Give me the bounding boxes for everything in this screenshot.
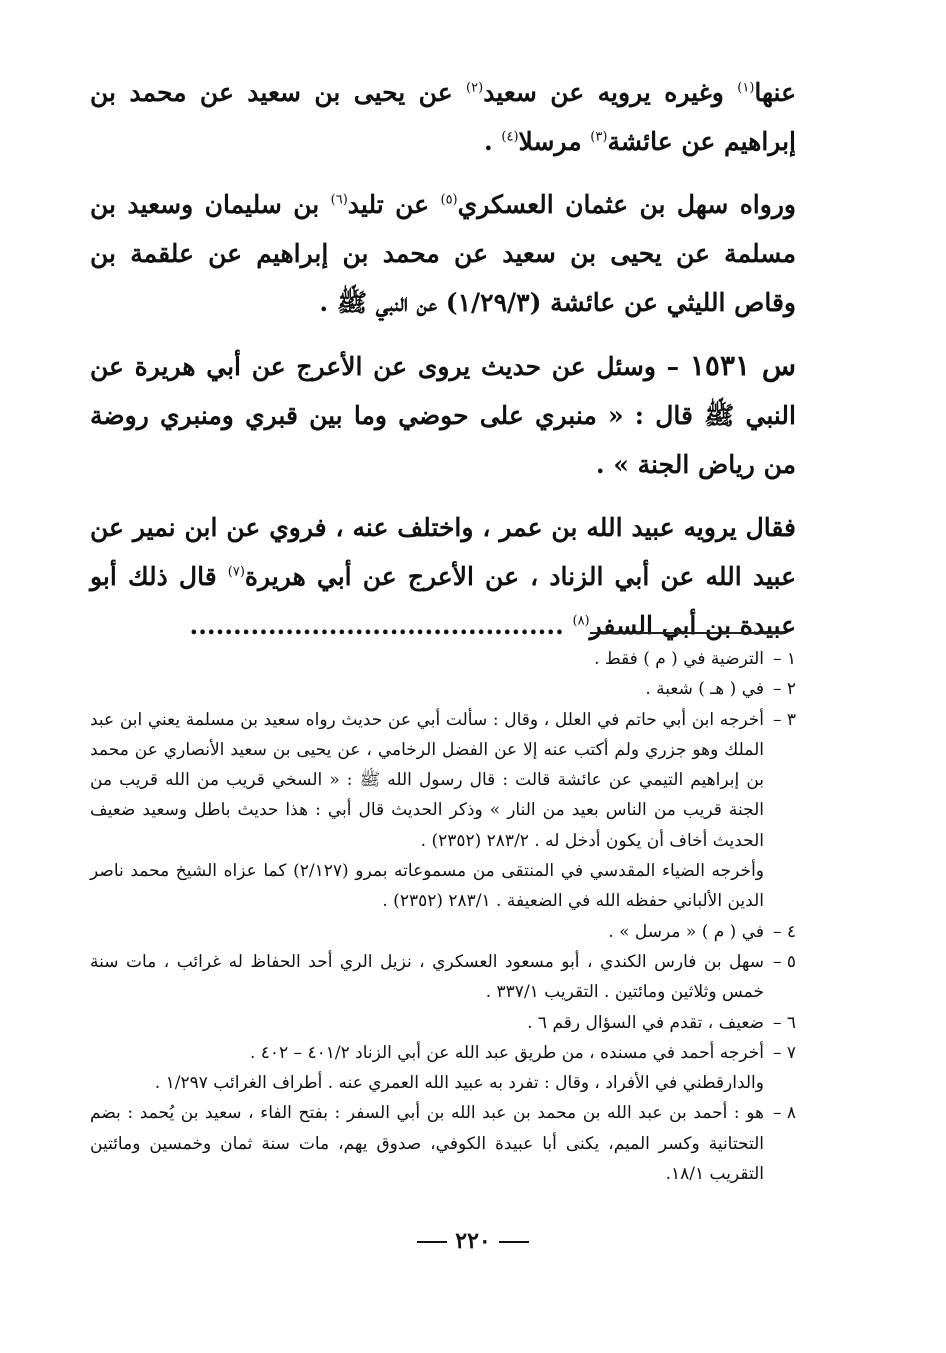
footnote-ref-8[interactable]: (٨) <box>572 613 590 629</box>
footnote-number: ٨ – <box>772 1103 796 1124</box>
footnote-text: في ( هـ ) شعبة . <box>645 679 764 700</box>
footnote-number: ١ – <box>772 649 796 669</box>
footnote-ref-2[interactable]: (٢) <box>466 80 484 96</box>
footnote-number: ٦ – <box>772 1012 796 1033</box>
paragraph-4 <box>90 503 796 650</box>
footnote-5 <box>90 947 796 1008</box>
footnote-text: الترضية في ( م ) فقط . <box>594 649 764 669</box>
footnote-7-continued <box>90 1068 796 1098</box>
text-run: ورواه سهل بن عثمان العسكري <box>457 190 796 219</box>
footnote-number: ٤ – <box>772 921 796 942</box>
page-number <box>0 1228 946 1254</box>
footnote-number: ٢ – <box>772 679 796 700</box>
page-number-dash <box>417 1241 447 1243</box>
footnote-text: هو : أحمد بن عبد الله بن محمد بن عبد الله بن أبي السفر : بفتح الفاء ، سعيد بن يُحمد : بضم التحتانية وكسر الميم، يكنى أبا عبيدة الكوفي، صدوق يهم، مات سنة ثمان وخمسين ومائتين التقريب ١٨/١. <box>90 1103 764 1185</box>
paragraph-2 <box>90 180 796 327</box>
footnote-2 <box>90 674 796 704</box>
text-run: . <box>483 127 502 156</box>
footnote-1 <box>90 644 796 674</box>
text-run: عن تليد <box>347 190 441 219</box>
footnote-text: وأخرجه الضياء المقدسي في المنتقى من مسموعاته بمرو (٢/١٢٧) كما عزاه الشيخ محمد ناصر الدين الألباني حفظه الله في الضعيفة . ٢٨٣/١ (٢٣٥٢) . <box>90 861 765 912</box>
footnote-text: سهل بن فارس الكندي ، أبو مسعود العسكري ، نزيل الري أحد الحفاظ له غرائب ، مات سنة خمس وثلاثين ومائتين . التقريب ٣٣٧/١ . <box>90 951 764 1003</box>
text-run: بن سليمان وسعيد بن مسلمة عن يحيى بن سعيد عن محمد بن إبراهيم عن علقمة بن وقاص الليثي عن عائشة (١/٢٩/٣) عن النبي ﷺ . <box>90 190 796 317</box>
footnote-6 <box>90 1008 796 1038</box>
footnotes <box>90 644 796 1189</box>
page-number-text: ٢٢٠ <box>455 1228 491 1254</box>
footnote-ref-5[interactable]: (٥) <box>440 192 458 208</box>
footnote-text: أخرجه أحمد في مسنده ، من طريق عبد الله عن أبي الزناد ٤٠١/٢ – ٤٠٢ . <box>249 1042 764 1063</box>
footnote-3-continued <box>90 856 796 917</box>
text-run: عن يحيى بن سعيد عن محمد بن إبراهيم عن عائشة <box>90 78 796 156</box>
text-run: فقال يرويه عبيد الله بن عمر ، واختلف عنه ، فروي عن ابن نمير عن عبيد الله عن أبي الزناد ، عن الأعرج عن أبي هريرة <box>90 513 796 591</box>
paragraph-1 <box>90 68 796 166</box>
main-text <box>90 68 796 664</box>
footnote-ref-1[interactable]: (١) <box>737 80 755 96</box>
text-run: عنها <box>754 78 796 107</box>
footnote-number: ٧ – <box>772 1042 796 1063</box>
footnote-8 <box>90 1098 796 1189</box>
text-run: قال ذلك أبو عبيدة بن أبي السفر <box>90 562 796 640</box>
footnote-text: ضعيف ، تقدم في السؤال رقم ٦ . <box>527 1012 764 1033</box>
page-number-dash <box>499 1241 529 1243</box>
footnote-7 <box>90 1038 796 1068</box>
text-run: وغيره يرويه عن سعيد <box>483 78 738 107</box>
question-paragraph <box>90 341 796 489</box>
footnote-text: أخرجه ابن أبي حاتم في العلل ، وقال : سألت أبي عن حديث رواه سعيد بن مسلمة يعني ابن عبد الملك وهو جزري ولم أكتب عنه إلا عن الفضل الرخامي ، عن يحيى بن سعيد الأنصاري عن محمد بن إبراهيم التيمي عن عائشة قالت : قال رسول الله ﷺ : « السخي قريب من الله قريب من الجنة قريب من الناس بعيد من النار » وذكر الحديث قال أبي : هذا حديث باطل وسعيد ضعيف الحديث أخاف أن يكون أدخل له . ٢٨٣/٢ (٢٣٥٢) . <box>90 709 764 851</box>
footnote-4 <box>90 917 796 947</box>
footnote-separator <box>590 632 786 634</box>
footnote-ref-4[interactable]: (٤) <box>501 129 519 145</box>
footnote-text: والدارقطني في الأفراد ، وقال : تفرد به عبيد الله العمري عنه . أطراف الغرائب ١/٢٩٧ . <box>154 1073 764 1094</box>
ellipsis-dots: ........................................... <box>189 611 573 640</box>
question-number: س ١٥٣١ <box>689 349 796 382</box>
footnote-number: ٥ – <box>772 951 796 972</box>
footnote-ref-7[interactable]: (٧) <box>227 564 245 580</box>
question-text: – وسئل عن حديث يروى عن الأعرج عن أبي هريرة عن النبي ﷺ قال : « منبري على حوضي وما بين قبري ومنبري روضة من رياض الجنة » . <box>90 352 796 479</box>
footnote-number: ٣ – <box>772 709 796 730</box>
footnote-ref-6[interactable]: (٦) <box>330 192 348 208</box>
text-run: مرسلا <box>518 127 591 156</box>
footnote-3 <box>90 705 796 856</box>
footnote-text: في ( م ) « مرسل » . <box>608 921 764 942</box>
footnote-ref-3[interactable]: (٣) <box>590 129 608 145</box>
